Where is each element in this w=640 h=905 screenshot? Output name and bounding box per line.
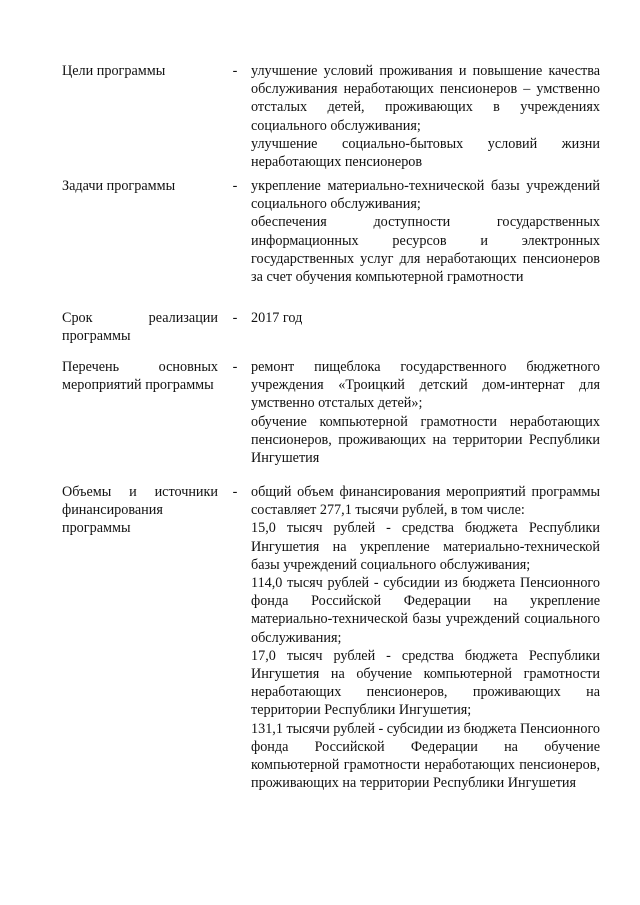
separator-dash: - [232, 63, 238, 79]
content-paragraph: 2017 год [251, 310, 303, 326]
label-text: Задачи программы [62, 178, 176, 194]
row-label [62, 62, 218, 80]
separator-dash: - [232, 310, 238, 326]
content-paragraph: ремонт пищеблока государственного бюджетного учреждения «Троицкий детский дом-интернат для умственно отсталых детей»; [251, 359, 600, 412]
content-paragraph: обеспечения доступности государственных информационных ресурсов и электронных государственных услуг для неработающих пенсионеров за счет обучения компьютерной грамотности [251, 214, 600, 286]
row-content [251, 177, 600, 286]
row-label [62, 309, 218, 345]
content-paragraph: улучшение социально-бытовых условий жизни неработающих пенсионеров [251, 135, 600, 171]
row-content [251, 62, 600, 171]
content-paragraph: 114,0 тысяч рублей - субсидии из бюджета Пенсионного фонда Российской Федерации на укрепление материально-технической базы учреждений социального обслуживания; [251, 575, 600, 646]
separator-dash: - [232, 359, 238, 375]
content-paragraph: 131,1 тысячи рублей - субсидии из бюджета Пенсионного фонда Российской Федерации на обучение компьютерной грамотности неработающих пенсионеров, проживающих на территории Республики Ингушетия [251, 720, 600, 792]
label-text: Объемы и источники финансирования программы [62, 484, 218, 537]
separator-dash: - [232, 178, 238, 194]
content-paragraph: общий объем финансирования мероприятий программы составляет 277,1 тысячи рублей, в том числе: [251, 484, 600, 519]
row-content [251, 358, 600, 467]
row-content [251, 483, 600, 792]
row-content [251, 309, 600, 327]
row-label [62, 358, 218, 394]
row-label [62, 483, 218, 538]
label-text: Перечень основных мероприятий программы [62, 359, 218, 394]
content-paragraph: улучшение условий проживания и повышение качества обслуживания неработающих пенсионеров – умственно отсталых детей, проживающих в учреждениях социального обслуживания; [251, 63, 600, 134]
row-label [62, 177, 218, 195]
label-text: Цели программы [62, 63, 166, 79]
separator-dash: - [232, 484, 238, 500]
content-paragraph: 17,0 тысяч рублей - средства бюджета Республики Ингушетия на обучение компьютерной грамотности неработающих пенсионеров, проживающих на территории Республики Ингушетия; [251, 647, 600, 719]
content-paragraph: обучение компьютерной грамотности неработающих пенсионеров, проживающих на территории Республики Ингушетия [251, 413, 600, 467]
label-text: Срок реализации программы [62, 310, 218, 345]
content-paragraph: укрепление материально-технической базы учреждений социального обслуживания; [251, 178, 600, 213]
content-paragraph: 15,0 тысяч рублей - средства бюджета Республики Ингушетия на укрепление материально-технической базы учреждений социального обслуживания; [251, 520, 600, 573]
